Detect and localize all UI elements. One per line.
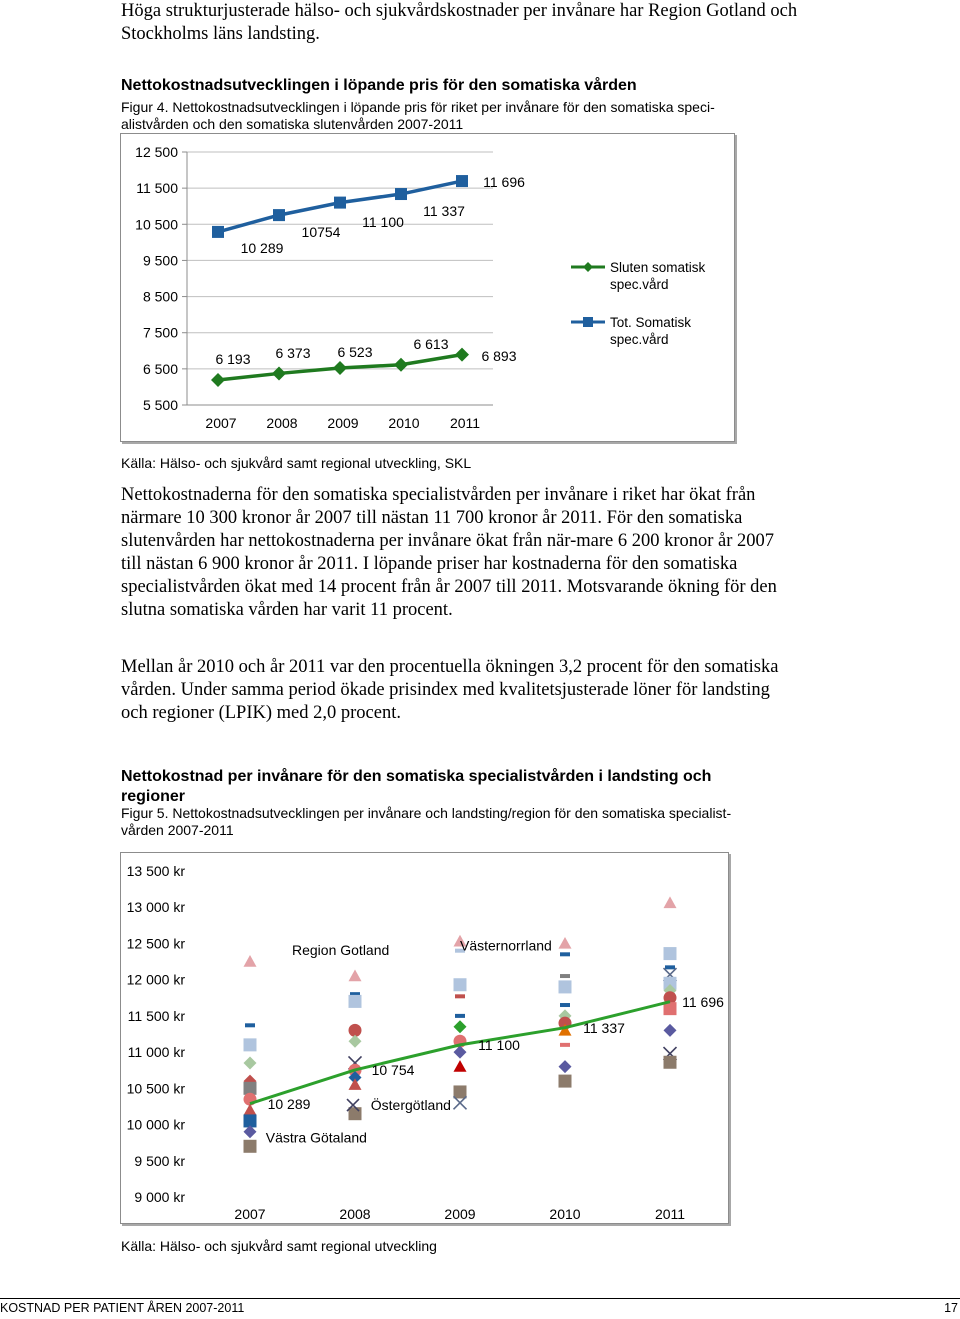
figure4-data-label: 11 696 xyxy=(483,174,525,190)
figure4-data-point xyxy=(456,175,468,187)
body-paragraph-1: Nettokostnaderna för den somatiska specialistvården per invånare i riket har ökat från närmare 10 300 kronor år 2007 till nästan 11 700 kronor år 2011. För den somatiska slutenvården har nettokostnaderna per invånare ökat från när-mare 6 200 kronor år 2007 till nästan 6 900 kronor år 2011. I löpande priser har kostnaderna för den somatiska specialistvården ökat med 14 procent från år 2007 till 2011. Motsvarande ökning för den slutna somatiska vården har varit 11 procent. xyxy=(121,485,777,620)
figure4-data-point xyxy=(273,209,285,221)
figure5-scatter-point xyxy=(454,1060,467,1072)
figure4-data-label: 6 893 xyxy=(481,348,517,364)
figure4-legend-marker xyxy=(583,262,593,272)
figure5-annotation: Västernorrland xyxy=(460,937,552,954)
figure5-scatter-point xyxy=(349,995,362,1008)
figure5-x-tick-label: 2007 xyxy=(234,1206,266,1222)
figure5-scatter-point xyxy=(455,994,465,998)
figure5-annotation: Västra Götaland xyxy=(265,1129,367,1146)
figure5-scatter-point xyxy=(349,970,362,982)
figure4-x-tick-label: 2010 xyxy=(388,415,420,431)
figure4-x-tick-label: 2011 xyxy=(449,415,481,431)
figure4-legend-label: spec.vård xyxy=(610,332,669,347)
figure5-scatter-point xyxy=(560,1043,570,1047)
figure5-y-tick-label: 12 500 kr xyxy=(126,935,185,952)
footer-title: KOSTNAD PER PATIENT ÅREN 2007-2011 xyxy=(0,1301,245,1315)
figure4-x-tick-label: 2009 xyxy=(327,415,359,431)
figure5-scatter-point xyxy=(244,1140,257,1153)
figure5-scatter-point xyxy=(665,965,675,969)
section-heading-figure4: Nettokostnadsutvecklingen i löpande pris för den somatiska vården xyxy=(121,77,637,94)
figure5-scatter-point xyxy=(559,937,572,949)
figure4-data-label: 6 193 xyxy=(215,351,251,367)
figure5-x-tick-label: 2011 xyxy=(654,1206,686,1222)
figure5-scatter-point xyxy=(454,1085,467,1098)
figure5-scatter-point xyxy=(559,1060,572,1073)
figure5-line-label: 11 100 xyxy=(478,1037,520,1053)
figure4-x-tick-label: 2008 xyxy=(266,415,298,431)
figure4-y-tick-label: 11 500 xyxy=(136,180,178,197)
page-number: 17 xyxy=(944,1301,958,1315)
figure4-y-tick-label: 10 500 xyxy=(135,216,178,233)
figure5-x-tick-label: 2008 xyxy=(339,1206,371,1222)
figure5-scatter-point xyxy=(454,978,467,991)
figure4-svg xyxy=(121,134,734,441)
figure4-caption-line2: alistvården och den somatiska slutenvården 2007-2011 xyxy=(121,116,464,132)
figure4-y-tick-label: 5 500 xyxy=(142,397,178,413)
figure5-scatter-point xyxy=(244,1038,257,1051)
figure5-scatter-point xyxy=(244,1056,257,1069)
figure5-scatter-point xyxy=(560,952,570,956)
figure5-scatter-point xyxy=(245,1023,255,1027)
figure4-data-label: 11 100 xyxy=(362,214,404,230)
figure5-line-label: 11 337 xyxy=(583,1020,625,1036)
figure4-y-tick-label: 7 500 xyxy=(142,324,178,341)
figure5-chart xyxy=(120,852,729,1224)
figure5-scatter-point xyxy=(664,1056,677,1069)
figure4-y-tick-label: 6 500 xyxy=(142,360,178,377)
figure4-legend-label: spec.vård xyxy=(610,277,669,292)
figure5-svg xyxy=(121,853,728,1223)
figure4-chart xyxy=(120,133,735,442)
figure5-scatter-point xyxy=(454,1046,467,1059)
body-paragraph-2: Mellan år 2010 och år 2011 var den procentuella ökningen 3,2 procent för den somatiska vården. Under samma period ökade prisindex med kvalitetsjusterade löner för landsting och regioner (LPIK) med 2,0 procent. xyxy=(121,657,779,723)
figure4-data-point xyxy=(455,348,469,362)
figure5-caption-line2: vården 2007-2011 xyxy=(121,822,234,838)
figure5-y-tick-label: 13 500 kr xyxy=(126,863,185,879)
figure5-line-label: 11 696 xyxy=(682,994,724,1010)
figure5-scatter-point xyxy=(664,896,677,908)
page-footer xyxy=(0,1298,960,1319)
figure5-caption-line1: Figur 5. Nettokostnadsutvecklingen per invånare och landsting/region för den somatiska specialist- xyxy=(121,805,732,821)
figure5-scatter-point xyxy=(349,1035,362,1048)
figure5-y-tick-label: 12 000 kr xyxy=(126,971,185,988)
figure5-scatter-point xyxy=(244,1104,257,1116)
figure5-annotation: Region Gotland xyxy=(292,942,390,959)
figure4-source: Källa: Hälso- och sjukvård samt regional utveckling, SKL xyxy=(121,455,472,471)
figure5-source: Källa: Hälso- och sjukvård samt regional utveckling xyxy=(121,1238,437,1254)
figure4-y-tick-label: 12 500 xyxy=(135,144,178,160)
figure5-y-tick-label: 10 500 kr xyxy=(126,1080,185,1097)
figure4-data-label: 6 523 xyxy=(337,344,373,360)
figure5-line-label: 10 754 xyxy=(371,1062,415,1078)
figure5-y-tick-label: 10 000 kr xyxy=(126,1116,185,1133)
figure4-data-point xyxy=(212,226,224,238)
figure5-scatter-point xyxy=(560,974,570,978)
figure5-scatter-point xyxy=(455,1014,465,1018)
figure5-annotation: Östergötland xyxy=(370,1097,451,1114)
figure5-y-tick-label: 9 000 kr xyxy=(134,1189,185,1205)
figure5-scatter-point xyxy=(664,947,677,960)
figure5-x-tick-label: 2010 xyxy=(549,1206,581,1222)
figure5-scatter-point xyxy=(349,1078,362,1090)
intro-text: Höga strukturjusterade hälso- och sjukvårdskostnader per invånare har Region Gotland och Stockholms läns landsting. xyxy=(121,1,798,44)
figure5-y-tick-label: 11 500 kr xyxy=(127,1007,185,1024)
figure4-data-point xyxy=(395,188,407,200)
figure4-data-point xyxy=(211,373,225,387)
figure4-caption-line1: Figur 4. Nettokostnadsutvecklingen i löpande pris för riket per invånare för den somatiska speci- xyxy=(121,99,715,115)
figure4-data-label: 6 373 xyxy=(275,345,311,361)
figure5-scatter-point xyxy=(559,1075,572,1088)
figure5-scatter-point xyxy=(349,1107,362,1120)
figure4-legend-label: Tot. Somatisk xyxy=(610,315,692,330)
figure4-data-point xyxy=(394,358,408,372)
figure4-x-tick-label: 2007 xyxy=(205,415,237,431)
figure4-y-tick-label: 8 500 xyxy=(142,288,178,305)
figure4-data-label: 10 289 xyxy=(240,240,284,256)
figure5-y-tick-label: 13 000 kr xyxy=(126,899,185,916)
figure4-data-label: 10754 xyxy=(301,224,341,240)
figure4-y-tick-label: 9 500 xyxy=(142,252,178,269)
figure5-scatter-point xyxy=(559,980,572,993)
figure5-y-tick-label: 9 500 kr xyxy=(134,1152,185,1169)
figure5-x-tick-label: 2009 xyxy=(444,1206,476,1222)
figure4-legend-marker xyxy=(583,317,593,327)
figure4-data-label: 6 613 xyxy=(413,336,449,352)
section-heading-figure5-line1: Nettokostnad per invånare för den somatiska specialistvården i landsting och xyxy=(121,768,712,785)
figure4-data-point xyxy=(333,361,347,375)
section-heading-figure5-line2: regioner xyxy=(121,788,186,805)
figure4-legend-label: Sluten somatisk xyxy=(610,260,706,275)
figure5-scatter-point xyxy=(454,1020,467,1033)
figure5-scatter-point xyxy=(560,1003,570,1007)
figure5-line-label: 10 289 xyxy=(267,1096,311,1112)
figure4-data-label: 11 337 xyxy=(423,203,465,219)
figure5-scatter-point xyxy=(664,1024,677,1037)
figure4-data-point xyxy=(334,197,346,209)
figure5-y-tick-label: 11 000 kr xyxy=(127,1044,185,1061)
figure5-scatter-point xyxy=(244,955,257,967)
